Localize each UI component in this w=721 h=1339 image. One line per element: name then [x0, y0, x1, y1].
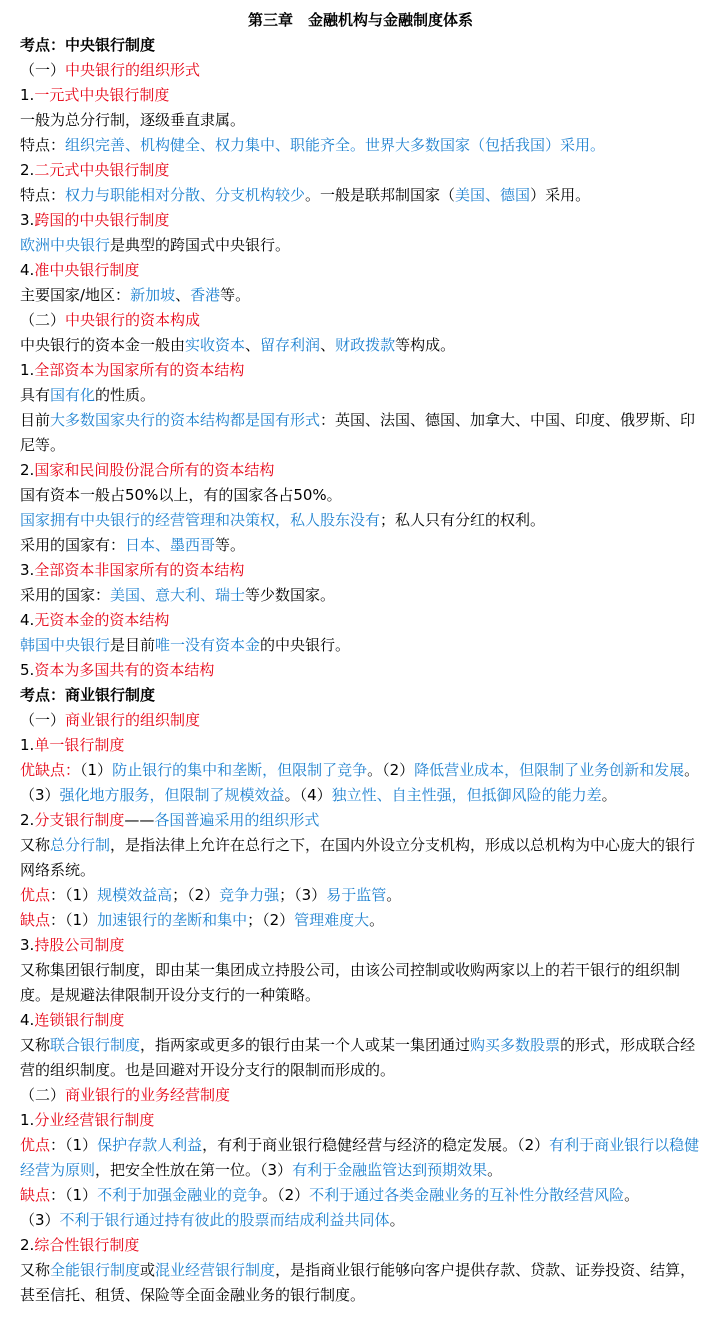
plain-text: 又称 — [20, 1261, 51, 1279]
plain-text: 4. — [20, 1011, 35, 1029]
plain-text: ）采用。 — [530, 186, 591, 204]
highlight-red-text: 资本为多国共有的资本结构 — [34, 661, 215, 679]
highlight-blue-text: 不利于加强金融业的竞争 — [97, 1186, 263, 1204]
text-line — [20, 308, 701, 333]
plain-text: ；（3） — [279, 886, 327, 904]
highlight-red-text: 中央银行的组织形式 — [65, 61, 201, 79]
highlight-red-text: 国家和民间股份混合所有的资本结构 — [34, 461, 275, 479]
highlight-blue-text: 美国、意大利、瑞士 — [110, 586, 246, 604]
text-line — [20, 733, 701, 758]
highlight-blue-text: 降低营业成本，但限制了业务创新和发展 — [414, 761, 685, 779]
highlight-blue-text: 混业经营银行制度 — [155, 1261, 276, 1279]
plain-text: 特点： — [20, 186, 66, 204]
highlight-red-text: 分支银行制度 — [34, 811, 125, 829]
plain-text: 国有资本一般占50%以上，有的国家各占50%。 — [20, 486, 342, 504]
text-line — [20, 708, 701, 733]
plain-text: ：（1） — [50, 1136, 98, 1154]
text-line — [20, 758, 701, 808]
highlight-blue-text: 防止银行的集中和垄断，但限制了竞争 — [112, 761, 368, 779]
highlight-red-text: 优缺点： — [20, 761, 81, 779]
highlight-blue-text: 有利于商业银行以稳健经营为原则 — [20, 1136, 700, 1179]
plain-text: 3. — [20, 561, 35, 579]
document-body — [20, 33, 701, 1308]
highlight-red-text: 综合性银行制度 — [34, 1236, 140, 1254]
text-line — [20, 608, 701, 633]
highlight-blue-text: 全能银行制度 — [50, 1261, 141, 1279]
plain-text: 。 — [601, 786, 617, 804]
plain-text: ，是指法律上允许在总行之下，在国内外设立分支机构，形成以总机构为中心庞大的银行网络系统。 — [20, 836, 696, 879]
plain-text: 3. — [20, 936, 35, 954]
text-line — [20, 1208, 701, 1233]
highlight-red-text: 缺点 — [20, 1186, 51, 1204]
highlight-red-text: 缺点 — [20, 911, 51, 929]
plain-text: 是典型的跨国式中央银行。 — [110, 236, 291, 254]
plain-text: ；私人只有分红的权利。 — [380, 511, 546, 529]
text-line — [20, 533, 701, 558]
plain-text: ；（2） — [247, 911, 295, 929]
highlight-blue-text: 大多数国家央行的资本结构都是国有形式 — [50, 411, 321, 429]
plain-text: 一般为总分行制，逐级垂直隶属。 — [20, 111, 246, 129]
plain-text: 考点：中央银行制度 — [20, 36, 156, 54]
plain-text: 。 — [389, 1211, 405, 1229]
text-line — [20, 1258, 701, 1308]
text-line — [20, 633, 701, 658]
plain-text: （二） — [20, 1086, 66, 1104]
plain-text: （1） — [80, 761, 113, 779]
plain-text: 2. — [20, 1236, 35, 1254]
plain-text: （二） — [20, 311, 66, 329]
plain-text: 等。 — [215, 536, 246, 554]
highlight-blue-text: 国有化 — [50, 386, 96, 404]
highlight-blue-text: 强化地方服务，但限制了规模效益 — [59, 786, 285, 804]
text-line — [20, 1033, 701, 1083]
plain-text: 是目前 — [110, 636, 156, 654]
plain-text: 的形式，形成联合经营的组织制度。也是回避对开设分支行的限制而形成的。 — [20, 1036, 696, 1079]
plain-text: 主要国家/地区： — [20, 286, 131, 304]
text-line — [20, 908, 701, 933]
text-line — [20, 958, 701, 1008]
plain-text: 2. — [20, 461, 35, 479]
plain-text: （一） — [20, 61, 66, 79]
text-line — [20, 358, 701, 383]
highlight-blue-text: 各国普遍采用的组织形式 — [154, 811, 320, 829]
highlight-blue-text: 不利于银行通过持有彼此的股票而结成利益共同体 — [59, 1211, 390, 1229]
text-line — [20, 383, 701, 408]
plain-text: 。 — [487, 1161, 503, 1179]
highlight-red-text: 无资本金的资本结构 — [34, 611, 170, 629]
highlight-blue-text: 国家拥有中央银行的经营管理和决策权，私人股东没有 — [20, 511, 381, 529]
highlight-red-text: 持股公司制度 — [34, 936, 125, 954]
plain-text: 5. — [20, 661, 35, 679]
plain-text: 的中央银行。 — [260, 636, 351, 654]
text-line — [20, 208, 701, 233]
plain-text: 特点： — [20, 136, 66, 154]
plain-text: ，把安全性放在第一位。（3） — [95, 1161, 293, 1179]
plain-text: 、 — [175, 286, 191, 304]
plain-text: 1. — [20, 1111, 35, 1129]
text-line — [20, 808, 701, 833]
highlight-blue-text: 欧洲中央银行 — [20, 236, 111, 254]
highlight-blue-text: 组织完善、机构健全、权力集中、职能齐全。世界大多数国家（包括我国）采用。 — [65, 136, 606, 154]
plain-text: ：（1） — [50, 1186, 98, 1204]
text-line — [20, 583, 701, 608]
plain-text: ，指两家或更多的银行由某一个人或某一集团通过 — [140, 1036, 471, 1054]
highlight-red-text: 跨国的中央银行制度 — [34, 211, 170, 229]
highlight-blue-text: 联合银行制度 — [50, 1036, 141, 1054]
plain-text: 中央银行的资本金一般由 — [20, 336, 186, 354]
text-line — [20, 508, 701, 533]
highlight-blue-text: 独立性、自主性强，但抵御风险的能力差 — [331, 786, 602, 804]
text-line — [20, 283, 701, 308]
highlight-red-text: 优点 — [20, 886, 51, 904]
text-line — [20, 58, 701, 83]
plain-text: 2. — [20, 811, 35, 829]
highlight-red-text: 优点 — [20, 1136, 51, 1154]
highlight-red-text: 商业银行的组织制度 — [65, 711, 201, 729]
plain-text: 。 — [624, 1186, 640, 1204]
text-line — [20, 883, 701, 908]
plain-text: 1. — [20, 361, 35, 379]
highlight-red-text: 中央银行的资本构成 — [65, 311, 201, 329]
highlight-blue-text: 竞争力强 — [219, 886, 280, 904]
plain-text: （3） — [20, 1211, 60, 1229]
plain-text: 等。 — [220, 286, 251, 304]
text-line — [20, 933, 701, 958]
text-line — [20, 1183, 701, 1208]
plain-text: 考点：商业银行制度 — [20, 686, 156, 704]
highlight-blue-text: 新加坡 — [130, 286, 176, 304]
plain-text: 目前 — [20, 411, 51, 429]
highlight-blue-text: 权力与职能相对分散、分支机构较少 — [65, 186, 306, 204]
plain-text: 2. — [20, 161, 35, 179]
highlight-blue-text: 实收资本 — [185, 336, 246, 354]
highlight-red-text: 一元式中央银行制度 — [34, 86, 170, 104]
highlight-red-text: 全部资本非国家所有的资本结构 — [34, 561, 245, 579]
highlight-red-text: 单一银行制度 — [34, 736, 125, 754]
plain-text: ，有利于商业银行稳健经营与经济的稳定发展。（2） — [202, 1136, 550, 1154]
plain-text: ：英国、法国、德国、加拿大、中国、印度、俄罗斯、印尼等。 — [20, 411, 696, 454]
text-line — [20, 1233, 701, 1258]
highlight-red-text: 准中央银行制度 — [34, 261, 140, 279]
plain-text: ；（2） — [172, 886, 220, 904]
plain-text: 3. — [20, 211, 35, 229]
plain-text: 又称 — [20, 836, 51, 854]
plain-text: 1. — [20, 736, 35, 754]
text-line — [20, 1008, 701, 1033]
highlight-blue-text: 唯一没有资本金 — [155, 636, 261, 654]
highlight-blue-text: 留存利润 — [260, 336, 321, 354]
text-line — [20, 658, 701, 683]
text-line — [20, 133, 701, 158]
plain-text: ：（1） — [50, 886, 98, 904]
plain-text: 等构成。 — [395, 336, 456, 354]
plain-text: 。一般是联邦制国家（ — [305, 186, 456, 204]
text-line — [20, 1083, 701, 1108]
highlight-blue-text: 易于监管 — [326, 886, 387, 904]
text-line — [20, 483, 701, 508]
text-line — [20, 183, 701, 208]
section-heading — [20, 33, 701, 58]
plain-text: 又称集团银行制度，即由某一集团成立持股公司，由该公司控制或收购两家以上的若干银行的组织制度。是规避法律限制开设分支行的一种策略。 — [20, 961, 681, 1004]
text-line — [20, 108, 701, 133]
plain-text: 。 — [386, 886, 402, 904]
plain-text: 1. — [20, 86, 35, 104]
plain-text: 又称 — [20, 1036, 51, 1054]
highlight-blue-text: 总分行制 — [50, 836, 111, 854]
plain-text: ：（1） — [50, 911, 98, 929]
highlight-blue-text: 香港 — [190, 286, 221, 304]
plain-text: 。（2） — [262, 1186, 310, 1204]
plain-text: 或 — [140, 1261, 156, 1279]
highlight-blue-text: 规模效益高 — [97, 886, 173, 904]
highlight-blue-text: 购买多数股票 — [470, 1036, 561, 1054]
plain-text: 采用的国家有： — [20, 536, 126, 554]
highlight-blue-text: 美国、德国 — [455, 186, 531, 204]
plain-text: —— — [124, 811, 155, 829]
highlight-red-text: 分业经营银行制度 — [34, 1111, 155, 1129]
text-line — [20, 1108, 701, 1133]
plain-text: 等少数国家。 — [245, 586, 336, 604]
plain-text: 具有 — [20, 386, 51, 404]
highlight-blue-text: 韩国中央银行 — [20, 636, 111, 654]
text-line — [20, 558, 701, 583]
plain-text: （一） — [20, 711, 66, 729]
plain-text: 。（2） — [367, 761, 415, 779]
plain-text: 、 — [320, 336, 336, 354]
highlight-red-text: 二元式中央银行制度 — [34, 161, 170, 179]
highlight-blue-text: 加速银行的垄断和集中 — [97, 911, 248, 929]
plain-text: 4. — [20, 261, 35, 279]
highlight-blue-text: 财政拨款 — [335, 336, 396, 354]
text-line — [20, 333, 701, 358]
plain-text: 。（4） — [284, 786, 332, 804]
highlight-red-text: 连锁银行制度 — [34, 1011, 125, 1029]
plain-text: 采用的国家： — [20, 586, 111, 604]
plain-text: 的性质。 — [95, 386, 156, 404]
text-line — [20, 458, 701, 483]
text-line — [20, 1133, 701, 1183]
chapter-title: 第三章 金融机构与金融制度体系 — [247, 11, 473, 29]
highlight-blue-text: 管理难度大 — [294, 911, 370, 929]
plain-text: 。 — [369, 911, 385, 929]
plain-text: 、 — [245, 336, 261, 354]
plain-text: 。（3） — [20, 761, 700, 804]
plain-text: 4. — [20, 611, 35, 629]
text-line — [20, 833, 701, 883]
highlight-blue-text: 日本、墨西哥 — [125, 536, 216, 554]
highlight-red-text: 商业银行的业务经营制度 — [65, 1086, 231, 1104]
text-line — [20, 158, 701, 183]
text-line — [20, 83, 701, 108]
section-heading — [20, 683, 701, 708]
text-line — [20, 408, 701, 458]
text-line — [20, 258, 701, 283]
text-line — [20, 233, 701, 258]
highlight-blue-text: 不利于通过各类金融业务的互补性分散经营风险 — [309, 1186, 625, 1204]
plain-text: ，是指商业银行能够向客户提供存款、贷款、证券投资、结算，甚至信托、租赁、保险等全面金融业务的银行制度。 — [20, 1261, 696, 1304]
highlight-blue-text: 有利于金融监管达到预期效果 — [292, 1161, 488, 1179]
highlight-red-text: 全部资本为国家所有的资本结构 — [34, 361, 245, 379]
highlight-blue-text: 保护存款人利益 — [97, 1136, 203, 1154]
